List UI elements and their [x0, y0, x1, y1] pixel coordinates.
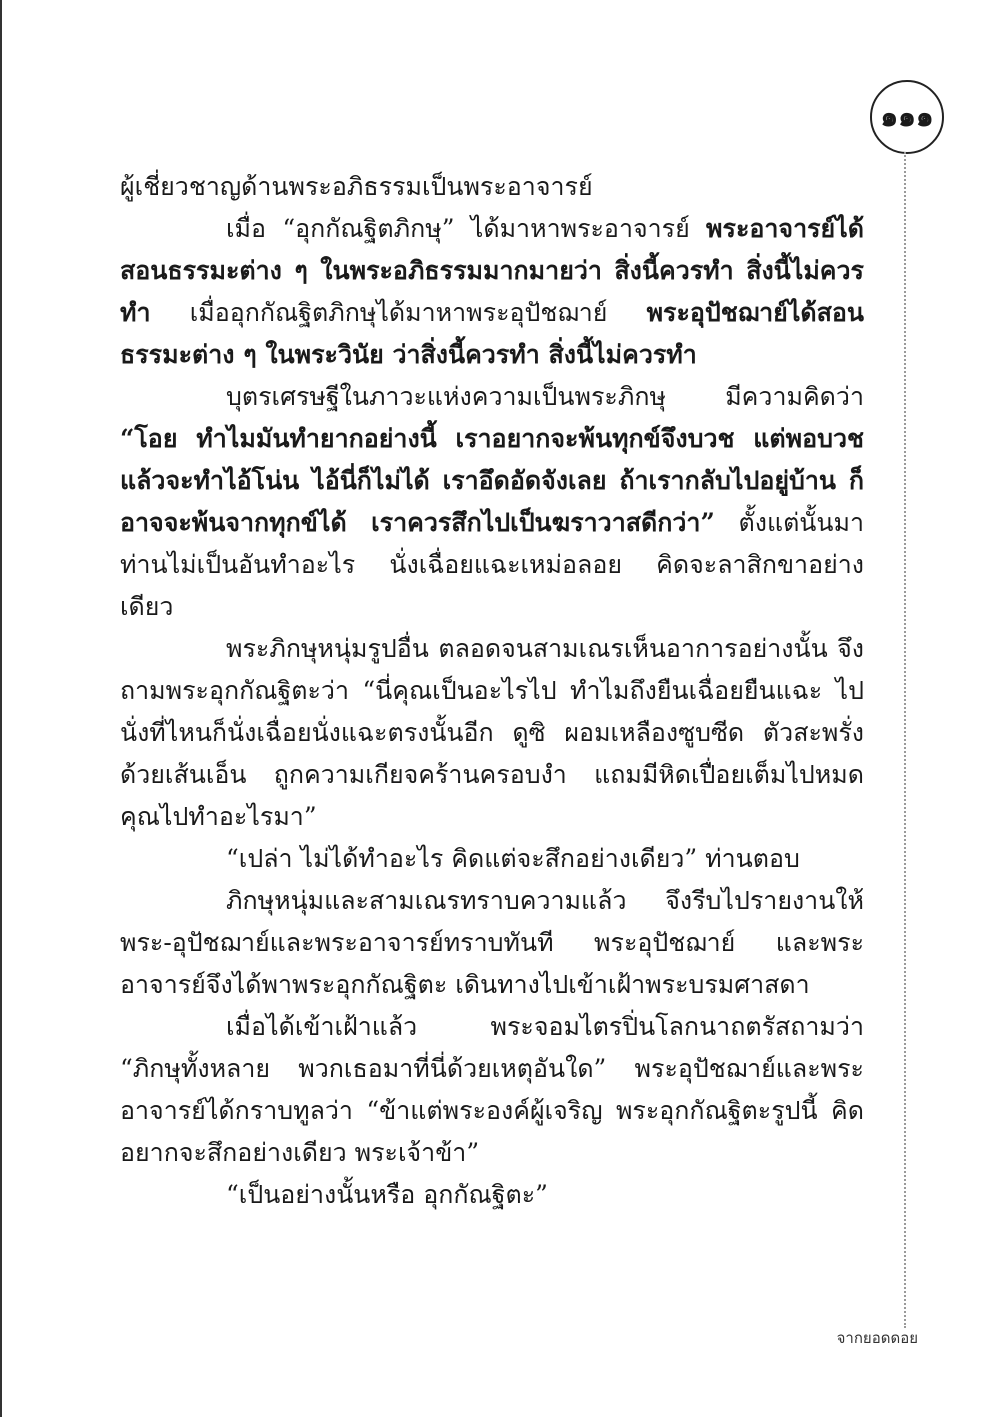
text-segment: พระภิกษุหนุ่มรูปอื่น ตลอดจนสามเณรเห็นอาการอย่างนั้น จึงถามพระอุกกัณฐิตะว่า “นี่คุณเป็นอะไรไป ทำไมถึงยืนเฉื่อยยืนแฉะ ไปนั่งที่ไหนก็นั่งเฉื่อยนั่งแฉะตรงนั้นอีก ดูซิ ผอมเหลืองซูบซีด ตัวสะพรั่งด้วยเส้นเอ็น ถูกความเกียจคร้านครอบงำ แถมมีหิดเปื่อยเต็มไปหมด คุณไปทำอะไรมา”	[120, 634, 864, 831]
text-segment: เมื่ออุกกัณฐิตภิกษุได้มาหาพระอุปัชฌาย์	[150, 298, 647, 327]
page-left-border	[0, 0, 2, 1417]
text-segment: เมื่อ “อุกกัณฐิตภิกษุ” ได้มาหาพระอาจารย์	[226, 214, 707, 243]
text-segment: บุตรเศรษฐีในภาวะแห่งความเป็นพระภิกษุ มีความคิดว่า	[226, 382, 864, 411]
paragraph	[120, 376, 864, 628]
paragraph	[120, 880, 864, 1006]
bold-text-segment: พระอุปัชฌาย์ได้สอนธรรมะต่าง ๆ ในพระวินัย ว่าสิ่งนี้ควรทำ สิ่งนี้ไม่ควรทำ	[120, 298, 864, 369]
text-segment: ผู้เชี่ยวชาญด้านพระอภิธรรมเป็นพระอาจารย์	[120, 172, 593, 201]
page-number: ๑๑๑	[880, 100, 934, 133]
text-segment: “เปล่า ไม่ได้ทำอะไร คิดแต่จะสึกอย่างเดียว” ท่านตอบ	[226, 844, 800, 873]
text-segment: ภิกษุหนุ่มและสามเณรทราบความแล้ว จึงรีบไปรายงานให้พระ-อุปัชฌาย์และพระอาจารย์ทราบทันที พระอุปัชฌาย์ และพระอาจารย์จึงได้พาพระอุกกัณฐิตะ เดินทางไปเข้าเฝ้าพระบรมศาสดา	[120, 886, 864, 999]
bold-text-segment: “โอย ทำไมมันทำยากอย่างนี้ เราอยากจะพ้นทุกข์จึงบวช แต่พอบวชแล้วจะทำไอ้โน่น ไอ้นี่ก็ไม่ได้ เราอึดอัดจังเลย ถ้าเรากลับไปอยู่บ้าน ก็อาจจะพ้นจากทุกข์ได้ เราควรสึกไปเป็นฆราวาสดีกว่า”	[120, 424, 864, 537]
paragraph	[120, 208, 864, 376]
paragraph	[120, 628, 864, 838]
text-segment: ตั้งแต่นั้นมาท่านไม่เป็นอันทำอะไร นั่งเฉื่อยแฉะเหม่อลอย คิดจะลาสิกขาอย่างเดียว	[120, 508, 864, 621]
dotted-margin-rule	[904, 152, 906, 1328]
page-number-badge	[870, 80, 944, 154]
text-segment: “เป็นอย่างนั้นหรือ อุกกัณฐิตะ”	[226, 1180, 548, 1209]
paragraph	[120, 166, 864, 208]
paragraph	[120, 1174, 864, 1216]
bold-text-segment: พระอาจารย์ได้สอนธรรมะต่าง ๆ ในพระอภิธรรมมากมายว่า สิ่งนี้ควรทำ สิ่งนี้ไม่ควรทำ	[120, 214, 864, 327]
body-text	[120, 166, 864, 1216]
footer-book-title: จากยอดดอย	[836, 1329, 918, 1347]
text-segment: เมื่อได้เข้าเฝ้าแล้ว พระจอมไตรปิ่นโลกนาถตรัสถามว่า “ภิกษุทั้งหลาย พวกเธอมาที่นี่ด้วยเหตุอันใด” พระอุปัชฌาย์และพระอาจารย์ได้กราบทูลว่า “ข้าแต่พระองค์ผู้เจริญ พระอุกกัณฐิตะรูปนี้ คิดอยากจะสึกอย่างเดียว พระเจ้าข้า”	[120, 1012, 864, 1167]
paragraph	[120, 838, 864, 880]
paragraph	[120, 1006, 864, 1174]
